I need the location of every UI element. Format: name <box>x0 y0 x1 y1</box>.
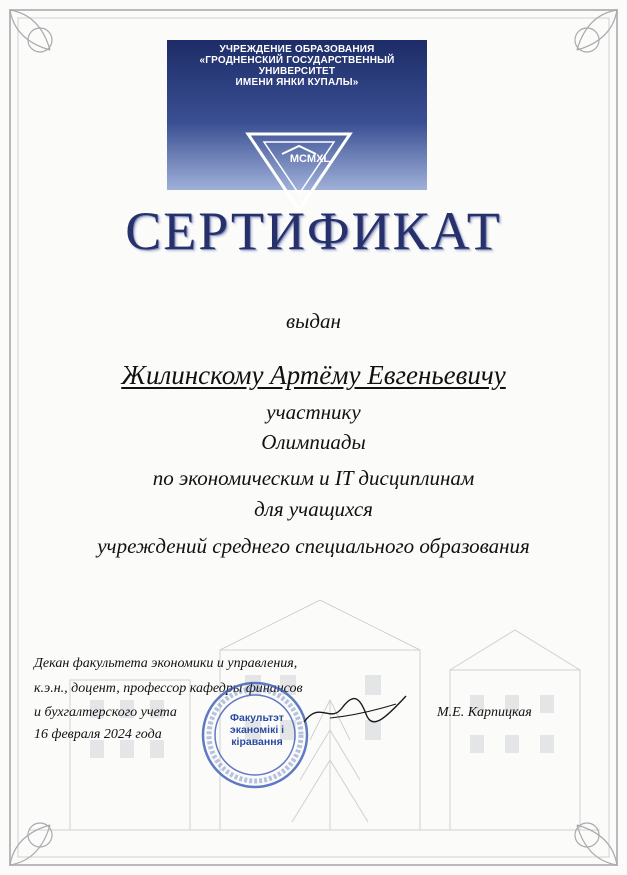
university-header <box>167 40 427 190</box>
dean-signature-icon <box>300 690 410 730</box>
stamp-line: кіравання <box>231 736 283 748</box>
subjects-text: по экономическим и IT дисциплинам <box>152 466 475 490</box>
event-text: Олимпиады <box>261 430 366 454</box>
certificate-title: СЕРТИФИКАТ <box>125 201 502 261</box>
university-name-line: УЧРЕЖДЕНИЕ ОБРАЗОВАНИЯ <box>219 44 375 55</box>
university-name <box>167 44 427 88</box>
recipient-name: Жилинскому Артёму Евгеньевичу <box>121 360 506 390</box>
stamp-line: Факультэт <box>230 712 284 724</box>
stamp-line: эканомікі і <box>229 724 285 736</box>
emblem-label: MCMXL <box>289 153 331 165</box>
dean-credentials-line: к.э.н., доцент, профессор кафедры финансов <box>34 681 303 696</box>
role-text: участнику <box>266 400 361 424</box>
audience-text: для учащихся <box>254 497 373 521</box>
recipient-line <box>0 360 627 391</box>
dean-title-line: Декан факультета экономики и управления, <box>34 656 298 671</box>
university-name-line: «ГРОДНЕНСКИЙ ГОСУДАРСТВЕННЫЙ <box>199 55 395 66</box>
issue-date: 16 февраля 2024 года <box>34 727 162 742</box>
issued-text: выдан <box>286 309 341 333</box>
dean-name: М.Е. Карпицкая <box>437 705 532 720</box>
institutions-text: учреждений среднего специального образования <box>97 534 530 558</box>
stamp-center-text <box>228 712 286 748</box>
dean-department-line: и бухгалтерского учета <box>34 705 177 720</box>
university-name-line: УНИВЕРСИТЕТ <box>258 66 336 77</box>
university-name-line: ИМЕНИ ЯНКИ КУПАЛЫ» <box>235 77 359 88</box>
